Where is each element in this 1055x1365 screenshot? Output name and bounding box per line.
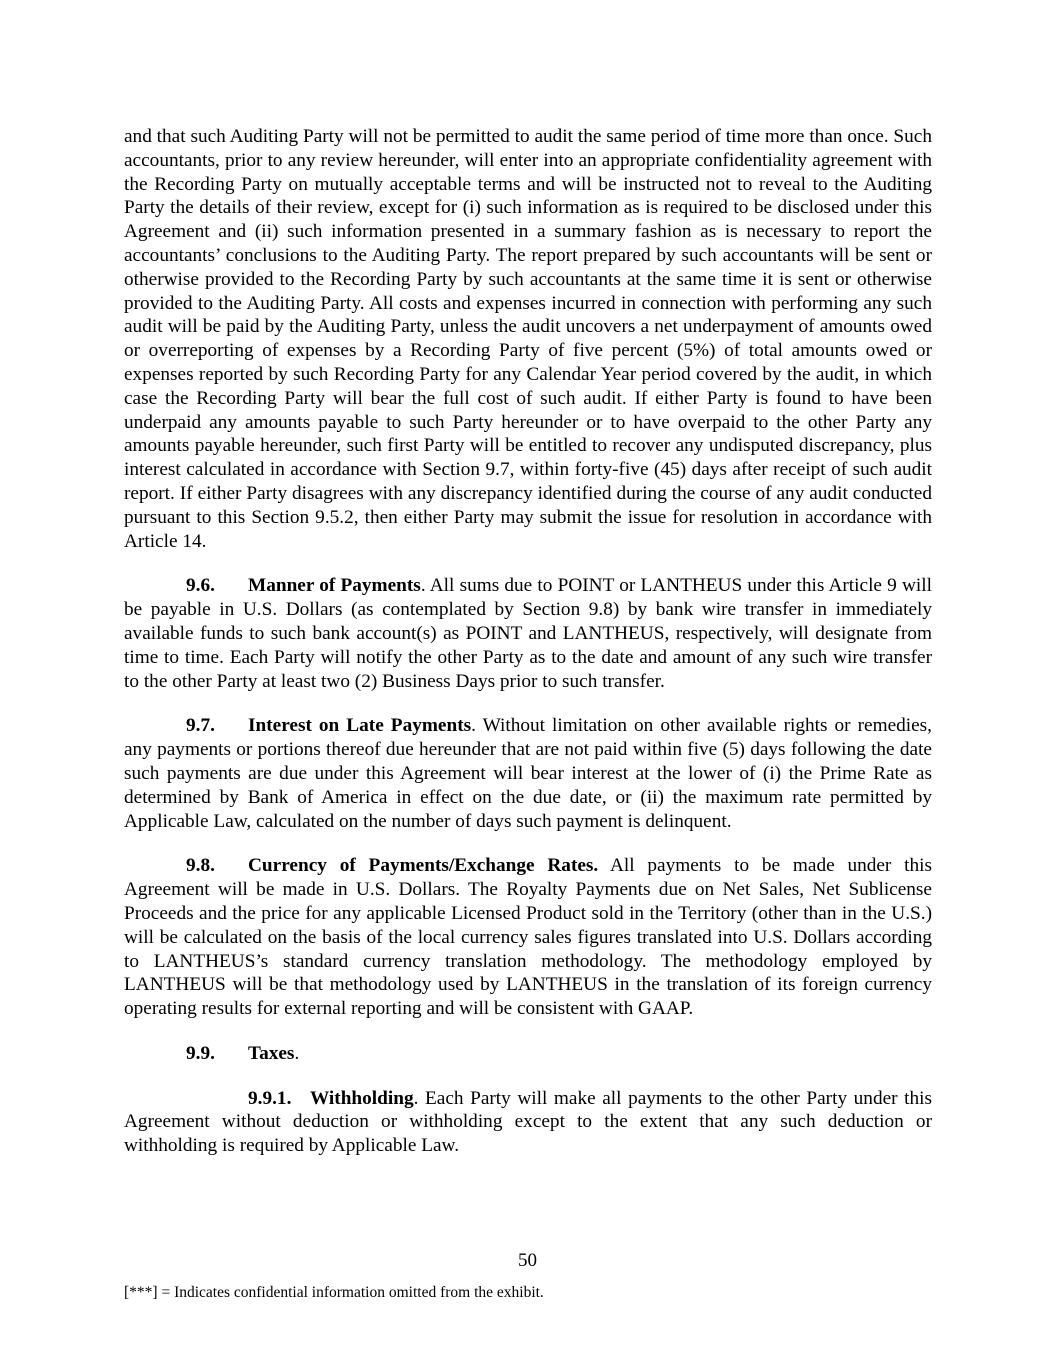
document-page — [124, 125, 932, 1158]
page-number: 50 — [518, 1250, 537, 1271]
section-9-7 — [124, 714, 932, 833]
section-body: . Each Party will make all payments to the other Party under this Agreement without deduction or withholding except to the extent that any such deduction or withholding is required by Applicable Law. — [124, 1087, 932, 1157]
confidential-footnote: [***] = Indicates confidential information omitted from the exhibit. — [124, 1284, 544, 1301]
section-number: 9.9.1. — [248, 1087, 292, 1109]
section-heading: Withholding — [310, 1087, 414, 1109]
section-number: 9.8. — [186, 855, 215, 877]
section-number: 9.6. — [186, 575, 215, 597]
section-number: 9.9. — [186, 1042, 215, 1064]
section-body: . All sums due to POINT or LANTHEUS under this Article 9 will be payable in U.S. Dollars (as contemplated by Section 9.8) by bank wire transfer in immediately available funds to such bank account(s) as POINT and LANTHEUS, respectively, will designate from time to time. Each Party will notify the other Party as to the date and amount of any such wire transfer to the other Party at least two (2) Business Days prior to such transfer. — [124, 575, 932, 692]
section-heading: Manner of Payments — [248, 575, 421, 597]
section-heading: Taxes — [248, 1042, 295, 1064]
paragraph-audit-continuation: and that such Auditing Party will not be permitted to audit the same period of time more than once. Such accountants, prior to any review hereunder, will enter into an appropriate confidentiality agreement with the Recording Party on mutually acceptable terms and will be instructed not to reveal to the Auditing Party the details of their review, except for (i) such information as is required to be disclosed under this Agreement and (ii) such information presented in a summary fashion as is necessary to report the accountants’ conclusions to the Auditing Party. The report prepared by such accountants will be sent or otherwise provided to the Recording Party by such accountants at the same time it is sent or otherwise provided to the Auditing Party. All costs and expenses incurred in connection with performing any such audit will be paid by the Auditing Party, unless the audit uncovers a net underpayment of amounts owed or overreporting of expenses by a Recording Party of five percent (5%) of total amounts owed or expenses reported by such Recording Party for any Calendar Year period covered by the audit, in which case the Recording Party will bear the full cost of such audit. If either Party is found to have been underpaid any amounts payable to such Party hereunder or to have overpaid to the other Party any amounts payable hereunder, such first Party will be entitled to recover any undisputed discrepancy, plus interest calculated in accordance with Section 9.7, within forty-five (45) days after receipt of such audit report. If either Party disagrees with any discrepancy identified during the course of any audit conducted pursuant to this Section 9.5.2, then either Party may submit the issue for resolution in accordance with Article 14. — [124, 126, 932, 552]
section-heading: Interest on Late Payments — [248, 715, 472, 737]
section-9-8 — [124, 854, 932, 1021]
section-body: All payments to be made under this Agreement will be made in U.S. Dollars. The Royalty Payments due on Net Sales, Net Sublicense Proceeds and the price for any applicable Licensed Product sold in the Territory (other than in the U.S.) will be calculated on the basis of the local currency sales figures translated into U.S. Dollars according to LANTHEUS’s standard currency translation methodology. The methodology employed by LANTHEUS will be that methodology used by LANTHEUS in the translation of its foreign currency operating results for external reporting and will be consistent with GAAP. — [124, 855, 933, 1020]
section-9-9 — [124, 1042, 932, 1066]
section-body: . — [294, 1042, 300, 1064]
section-number: 9.7. — [186, 715, 215, 737]
section-body: . Without limitation on other available rights or remedies, any payments or portions thereof due hereunder that are not paid within five (5) days following the date such payments are due under this Agreement will bear interest at the lower of (i) the Prime Rate as determined by Bank of America in effect on the due date, or (ii) the maximum rate permitted by Applicable Law, calculated on the number of days such payment is delinquent. — [124, 715, 933, 832]
section-heading: Currency of Payments/Exchange Rates. — [248, 855, 599, 877]
section-9-6 — [124, 574, 932, 693]
section-9-9-1 — [124, 1087, 932, 1158]
